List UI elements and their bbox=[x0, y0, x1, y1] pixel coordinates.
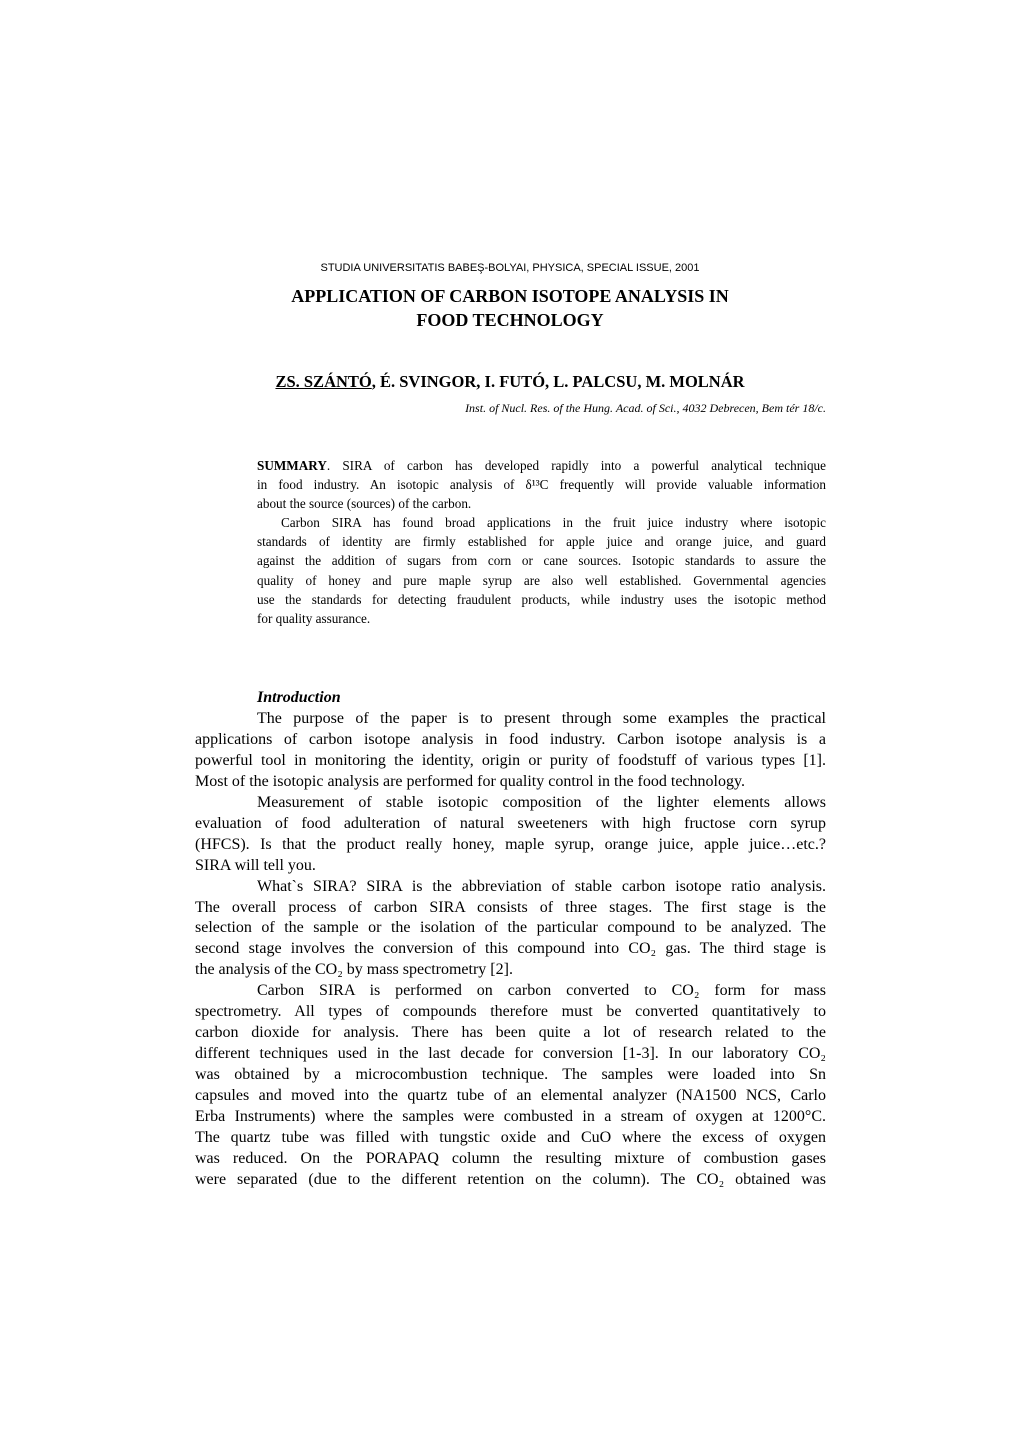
summary-line: use the standards for detecting fraudulent products, while industry uses the isotopic method bbox=[257, 591, 826, 607]
summary-line: about the source (sources) of the carbon. bbox=[257, 496, 472, 512]
summary-line: . SIRA of carbon has developed rapidly into a powerful analytical technique bbox=[326, 458, 826, 473]
body-line: was obtained by a microcombustion technique. The samples were loaded into Sn bbox=[195, 1066, 826, 1084]
body-line: The overall process of carbon SIRA consists of three stages. The first stage is the bbox=[195, 898, 826, 916]
body-line: The purpose of the paper is to present through some examples the practical bbox=[257, 709, 826, 727]
body-line: powerful tool in monitoring the identity, origin or purity of foodstuff of various types [1]. bbox=[195, 751, 826, 769]
summary-line: for quality assurance. bbox=[257, 610, 371, 626]
body-line: Erba Instruments) where the samples were combusted in a stream of oxygen at 1200°C. bbox=[195, 1108, 826, 1126]
journal-header: STUDIA UNIVERSITATIS BABEŞ-BOLYAI, PHYSICA, SPECIAL ISSUE, 2001 bbox=[320, 262, 700, 274]
body-line: evaluation of food adulteration of natural sweeteners with high fructose corn syrup bbox=[195, 814, 826, 832]
body-line: (HFCS). Is that the product really honey, maple syrup, orange juice, apple juice…etc.? bbox=[195, 835, 826, 853]
summary-line: against the addition of sugars from corn or cane sources. Isotopic standards to assure the bbox=[257, 553, 826, 569]
body-line: capsules and moved into the quartz tube of an elemental analyzer (NA1500 NCS, Carlo bbox=[195, 1087, 826, 1105]
summary-line: Carbon SIRA has found broad applications in the fruit juice industry where isotopic bbox=[281, 515, 826, 531]
body-line: spectrometry. All types of compounds therefore must be converted quantitatively to bbox=[195, 1003, 826, 1021]
summary-label: SUMMARY bbox=[257, 458, 327, 473]
paper-title bbox=[0, 284, 1020, 332]
title-line: APPLICATION OF CARBON ISOTOPE ANALYSIS IN bbox=[291, 286, 729, 306]
body-line: was reduced. On the PORAPAQ column the resulting mixture of combustion gases bbox=[195, 1149, 826, 1167]
body-line: different techniques used in the last decade for conversion [1-3]. In our laboratory CO₂ bbox=[195, 1045, 826, 1063]
summary-abstract bbox=[257, 456, 826, 628]
body-line: were separated (due to the different retention on the column). The CO₂ obtained was bbox=[195, 1170, 826, 1188]
section-heading: Introduction bbox=[257, 689, 341, 706]
body-line: Measurement of stable isotopic composition of the lighter elements allows bbox=[257, 793, 826, 811]
body-line: selection of the sample or the isolation of the particular compound to be analyzed. The bbox=[195, 919, 826, 937]
body-line: The quartz tube was filled with tungstic oxide and CuO where the excess of oxygen bbox=[195, 1129, 826, 1147]
body-line: applications of carbon isotope analysis in food industry. Carbon isotope analysis is a bbox=[195, 730, 826, 748]
body-line: SIRA will tell you. bbox=[195, 856, 316, 874]
author-list bbox=[0, 372, 1020, 392]
summary-line: quality of honey and pure maple syrup are also well established. Governmental agencies bbox=[257, 572, 826, 588]
body-line: Most of the isotopic analysis are performed for quality control in the food technology. bbox=[195, 772, 745, 790]
title-line: FOOD TECHNOLOGY bbox=[416, 310, 604, 330]
body-line: second stage involves the conversion of this compound into CO₂ gas. The third stage is bbox=[195, 940, 826, 958]
affiliation: Inst. of Nucl. Res. of the Hung. Acad. of Sci., 4032 Debrecen, Bem tér 18/c. bbox=[465, 401, 826, 415]
introduction-section bbox=[195, 688, 826, 1191]
body-line: carbon dioxide for analysis. There has been quite a lot of research related to the bbox=[195, 1024, 826, 1042]
body-line: Carbon SIRA is performed on carbon converted to CO₂ form for mass bbox=[257, 982, 826, 1000]
body-line: the analysis of the CO₂ by mass spectrometry [2]. bbox=[195, 961, 513, 979]
body-line: What`s SIRA? SIRA is the abbreviation of stable carbon isotope ratio analysis. bbox=[257, 877, 826, 895]
summary-line: standards of identity are firmly established for apple juice and orange juice, and guard bbox=[257, 534, 826, 550]
co-authors: , É. SVINGOR, I. FUTÓ, L. PALCSU, M. MOLNÁR bbox=[371, 372, 745, 391]
corresponding-author: ZS. SZÁNTÓ bbox=[275, 372, 372, 391]
summary-line: in food industry. An isotopic analysis of δ¹³C frequently will provide valuable information bbox=[257, 477, 826, 493]
